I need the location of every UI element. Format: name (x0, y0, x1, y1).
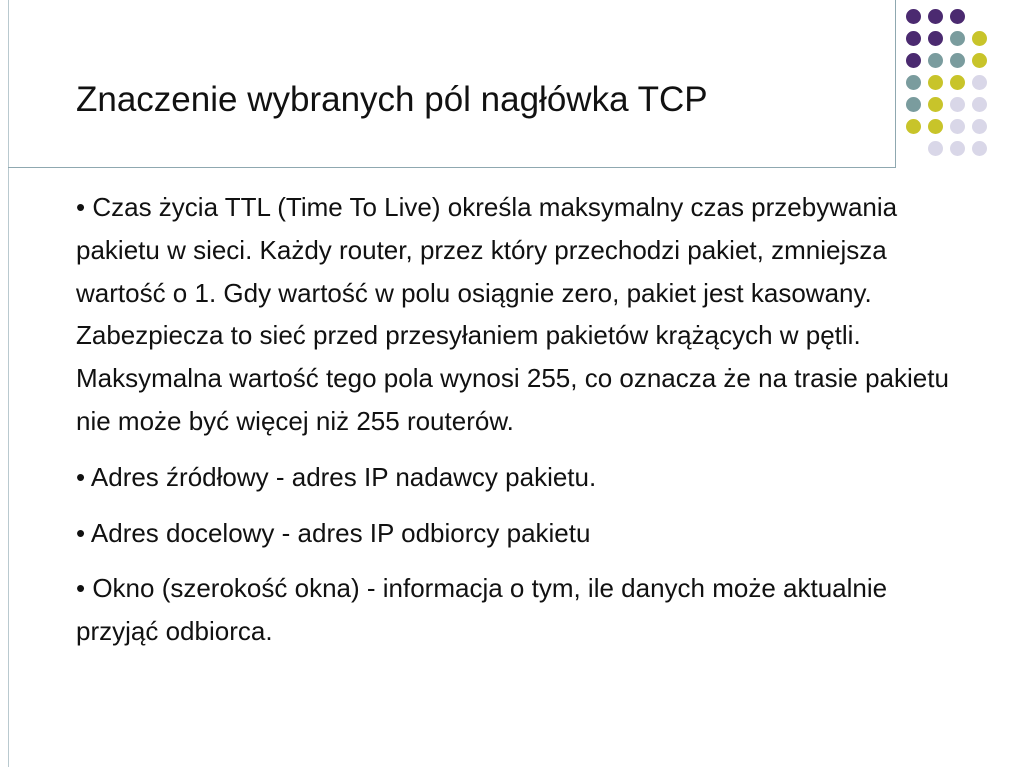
decorative-dot (928, 31, 943, 46)
decorative-dot (972, 53, 987, 68)
decorative-dot (906, 97, 921, 112)
decorative-dot (928, 75, 943, 90)
decorative-dot (972, 119, 987, 134)
decorative-dot (928, 119, 943, 134)
decorative-dot (972, 141, 987, 156)
page-title: Znaczenie wybranych pól nagłówka TCP (76, 80, 708, 119)
bullet-ttl: • Czas życia TTL (Time To Live) określa maksymalny czas przebywania pakietu w sieci. Każdy router, przez który przechodzi pakiet, zmniejsza wartość o 1. Gdy wartość w polu osiągnie zero, pakiet jest kasowany. Zabezpiecza to sieć przed przesyłaniem pakietów krążących w pętli. Maksymalna wartość tego pola wynosi 255, co oznacza że na trasie pakietu nie może być więcej niż 255 routerów. (76, 192, 949, 436)
decorative-dot (972, 31, 987, 46)
decorative-dot (906, 75, 921, 90)
decorative-dot (950, 141, 965, 156)
bullet-destination-address: • Adres docelowy - adres IP odbiorcy pakietu (76, 517, 591, 548)
decorative-dot (950, 97, 965, 112)
decorative-dot (928, 97, 943, 112)
decorative-dot (972, 75, 987, 90)
slide-body (76, 186, 956, 666)
decorative-dot (906, 53, 921, 68)
decorative-dot (950, 31, 965, 46)
decorative-dot (928, 9, 943, 24)
decorative-dot-grid (906, 9, 1018, 161)
title-vertical-divider (895, 0, 896, 168)
decorative-dot (950, 9, 965, 24)
decorative-dot (972, 97, 987, 112)
decorative-dot (928, 141, 943, 156)
decorative-dot (950, 119, 965, 134)
bullet-window: • Okno (szerokość okna) - informacja o tym, ile danych może aktualnie przyjąć odbiorca. (76, 573, 888, 647)
decorative-dot (950, 53, 965, 68)
slide-left-border (8, 0, 9, 767)
decorative-dot (906, 119, 921, 134)
decorative-dot (906, 31, 921, 46)
decorative-dot (950, 75, 965, 90)
title-divider-line (8, 167, 896, 168)
decorative-dot (906, 9, 921, 24)
bullet-source-address: • Adres źródłowy - adres IP nadawcy pakietu. (76, 461, 597, 492)
decorative-dot (928, 53, 943, 68)
